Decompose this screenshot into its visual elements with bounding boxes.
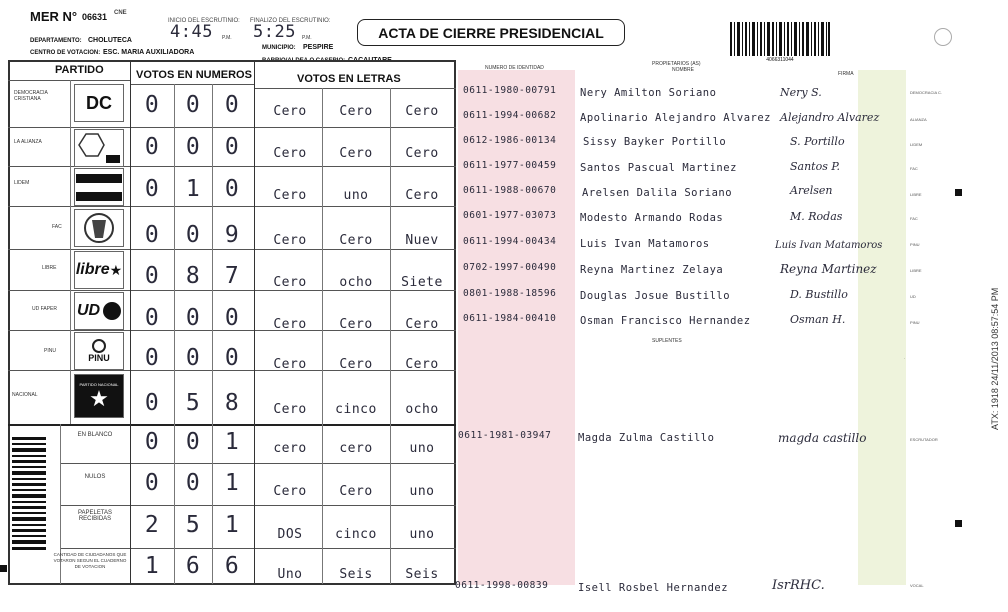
- papeletas-word-2: cinco: [335, 527, 377, 542]
- official-signature: D. Bustillo: [790, 288, 848, 301]
- lidem-digit-1: 0: [144, 176, 160, 202]
- centro-label: CENTRO DE VOTACION:: [30, 50, 101, 56]
- suplente-marker: ESCRUTADOR: [910, 437, 938, 442]
- nacional-digit-2: 5: [185, 390, 201, 416]
- head-nombre: NOMBRE: [672, 67, 694, 73]
- official-marker: FAC: [910, 166, 918, 171]
- ciudadanos-word-3: Seis: [405, 567, 439, 582]
- lidem-digit-2: 1: [185, 176, 201, 202]
- official-marker: FAC: [910, 216, 918, 221]
- nacional-word-2: cinco: [335, 402, 377, 417]
- party-name-libre: LIBRE: [42, 265, 57, 271]
- label-papeletas: PAPELETAS RECIBIDAS: [77, 510, 113, 522]
- ud-digit-3: 0: [224, 305, 240, 331]
- suplente-id: 0611-1981-03947: [458, 430, 552, 441]
- papeletas-word-3: uno: [409, 527, 435, 542]
- suplente-marker: VOCAL: [910, 583, 924, 588]
- official-id: 0611-1977-00459: [463, 160, 557, 171]
- mer-number: 06631: [82, 12, 108, 22]
- blanco-word-1: cero: [273, 441, 307, 456]
- barrio-label: BARRIO/ALDEA O CASERIO:: [262, 58, 346, 64]
- party-name-pinu: PINU: [44, 348, 56, 354]
- nacional-word-1: Cero: [273, 402, 307, 417]
- ud-logo: UD: [74, 292, 124, 330]
- libre-word-2: ocho: [339, 275, 373, 290]
- lidem-word-2: uno: [343, 188, 369, 203]
- mer-label: MER N°: [30, 9, 78, 24]
- official-id: 0801-1988-18596: [463, 288, 557, 299]
- identity-column: [458, 70, 575, 585]
- alianza-digit-1: 0: [144, 134, 160, 160]
- official-marker: ALIANZA: [910, 117, 927, 122]
- official-id: 0702-1997-00490: [463, 262, 557, 273]
- official-name: Modesto Armando Rodas: [580, 212, 724, 224]
- papeletas-digit-3: 1: [224, 512, 240, 538]
- nulos-word-1: Cero: [273, 484, 307, 499]
- libre-word-1: Cero: [273, 275, 307, 290]
- suplente-name: Magda Zulma Castillo: [578, 432, 715, 444]
- nacional-word-3: ocho: [405, 402, 439, 417]
- pinu-logo: PINU: [74, 332, 124, 370]
- blanco-digit-1: 0: [144, 429, 160, 455]
- libre-logo: libre ★: [74, 251, 124, 289]
- party-name-dc: DEMOCRACIA CRISTIANA: [14, 90, 48, 102]
- departamento-value: CHOLUTECA: [88, 37, 132, 44]
- ciudadanos-digit-3: 6: [224, 553, 240, 579]
- ciudadanos-digit-2: 6: [185, 553, 201, 579]
- ud-digit-2: 0: [185, 305, 201, 331]
- official-signature: Arelsen: [790, 184, 833, 197]
- fac-digit-1: 0: [144, 222, 160, 248]
- inicio-label: INICIO DEL ESCRUTINIO:: [168, 18, 240, 24]
- dc-digit-3: 0: [224, 92, 240, 118]
- lidem-digit-3: 0: [224, 176, 240, 202]
- official-id: 0611-1988-00670: [463, 185, 557, 196]
- official-name: Apolinario Alejandro Alvarez: [580, 112, 772, 124]
- page-title: ACTA DE CIERRE PRESIDENCIAL: [357, 19, 625, 46]
- alianza-digit-2: 0: [185, 134, 201, 160]
- official-marker: LIBRE: [910, 268, 922, 273]
- fac-word-2: Cero: [339, 233, 373, 248]
- official-id: 0611-1994-00682: [463, 110, 557, 121]
- official-name: Sissy Bayker Portillo: [583, 136, 727, 148]
- municipio-label: MUNICIPIO:: [262, 45, 296, 51]
- blanco-word-3: uno: [409, 441, 435, 456]
- final-suffix: P.M.: [302, 35, 312, 41]
- pinu-digit-1: 0: [144, 345, 160, 371]
- final-label: FINALIZO DEL ESCRUTINIO:: [250, 18, 331, 24]
- papeletas-word-1: DOS: [277, 527, 303, 542]
- head-propietarios: PROPIETARIOS (AS): [652, 61, 701, 67]
- official-signature: Santos P.: [790, 160, 841, 173]
- dc-word-3: Cero: [405, 104, 439, 119]
- head-identidad: NUMERO DE IDENTIDAD: [485, 65, 544, 71]
- fac-logo: [74, 209, 124, 247]
- lidem-word-3: Cero: [405, 188, 439, 203]
- pinu-word-1: Cero: [273, 357, 307, 372]
- scan-stamp: ATX: 1918 24/11/2013 08:57:54 PM: [990, 287, 1000, 430]
- official-id: 0611-1984-00410: [463, 313, 557, 324]
- official-marker: LIDEM: [910, 142, 923, 147]
- fac-word-3: Nuev: [405, 233, 439, 248]
- official-marker: UD: [910, 294, 916, 299]
- alianza-word-3: Cero: [405, 146, 439, 161]
- nacional-digit-1: 0: [144, 390, 160, 416]
- papeletas-digit-1: 2: [144, 512, 160, 538]
- official-name: Santos Pascual Martinez: [580, 162, 737, 174]
- official-name: Douglas Josue Bustillo: [580, 290, 731, 302]
- official-id: 0611-1994-00434: [463, 236, 557, 247]
- alignment-mark: [0, 565, 7, 572]
- centro-value: ESC. MARIA AUXILIADORA: [103, 49, 195, 56]
- official-id: 0612-1986-00134: [463, 135, 557, 146]
- suplentes-label: SUPLENTES: [652, 338, 682, 344]
- nulos-digit-3: 1: [224, 470, 240, 496]
- official-marker: DEMOCRACIA C.: [910, 90, 943, 95]
- blanco-digit-3: 1: [224, 429, 240, 455]
- header-votos-numeros: VOTOS EN NUMEROS: [136, 69, 252, 81]
- libre-word-3: Siete: [401, 275, 443, 290]
- pinu-word-2: Cero: [339, 357, 373, 372]
- official-name: Luis Ivan Matamoros: [580, 238, 710, 250]
- party-name-alianza: LA ALIANZA: [14, 139, 42, 145]
- suplente-signature: IsrRHC.: [772, 578, 825, 593]
- nulos-word-3: uno: [409, 484, 435, 499]
- pinu-digit-2: 0: [185, 345, 201, 371]
- ud-word-3: Cero: [405, 317, 439, 332]
- alianza-digit-3: 0: [224, 134, 240, 160]
- fac-word-1: Cero: [273, 233, 307, 248]
- official-signature: Alejandro Alvarez: [780, 111, 880, 124]
- nulos-digit-1: 0: [144, 470, 160, 496]
- side-barcode: [12, 437, 46, 553]
- official-signature: Reyna Martinez: [780, 262, 877, 276]
- libre-digit-1: 0: [144, 263, 160, 289]
- blanco-word-2: cero: [339, 441, 373, 456]
- party-name-ud: UD FAPER: [32, 306, 58, 312]
- dc-digit-2: 0: [185, 92, 201, 118]
- departamento-label: DEPARTAMENTO:: [30, 38, 82, 44]
- party-name-lidem: LIDEM: [14, 180, 30, 186]
- punch-hole: [934, 28, 952, 46]
- ud-word-1: Cero: [273, 317, 307, 332]
- ciudadanos-word-2: Seis: [339, 567, 373, 582]
- official-id: 0611-1980-00791: [463, 85, 557, 96]
- barcode-top: [730, 22, 830, 56]
- pinu-word-3: Cero: [405, 357, 439, 372]
- label-en-blanco: EN BLANCO: [77, 432, 113, 438]
- alignment-mark: [955, 189, 962, 196]
- fac-digit-2: 0: [185, 222, 201, 248]
- nacional-logo: PARTIDO NACIONAL ★: [74, 374, 124, 418]
- inicio-suffix: P.M.: [222, 35, 232, 41]
- signature-column: [858, 70, 906, 585]
- official-marker: PINU: [910, 320, 920, 325]
- barrio-value: CACAUTARE: [348, 57, 392, 64]
- pinu-digit-3: 0: [224, 345, 240, 371]
- fac-digit-3: 9: [224, 222, 240, 248]
- official-name: Osman Francisco Hernandez: [580, 315, 751, 327]
- header-votos-letras: VOTOS EN LETRAS: [297, 73, 401, 85]
- label-ciudadanos: CANTIDAD DE CIUDADANOS QUE VOTARON SEGUN EL CUADERNO DE VOTACION: [53, 552, 127, 569]
- nacional-digit-3: 8: [224, 390, 240, 416]
- suplente-signature: magda castillo: [778, 431, 867, 445]
- official-marker: LIBRE: [910, 192, 922, 197]
- ciudadanos-digit-1: 1: [144, 553, 160, 579]
- final-time: 5:25: [253, 22, 296, 42]
- dc-word-1: Cero: [273, 104, 307, 119]
- official-signature: Nery S.: [780, 86, 822, 99]
- ud-word-2: Cero: [339, 317, 373, 332]
- party-name-nacional: NACIONAL: [12, 392, 38, 398]
- party-name-fac: FAC: [52, 224, 62, 230]
- lidem-word-1: Cero: [273, 188, 307, 203]
- ud-digit-1: 0: [144, 305, 160, 331]
- head-firma: FIRMA: [838, 71, 854, 77]
- official-signature: M. Rodas: [790, 210, 843, 223]
- official-signature: Osman H.: [790, 313, 846, 326]
- municipio-value: PESPIRE: [303, 44, 334, 51]
- ciudadanos-word-1: Uno: [277, 567, 303, 582]
- dc-word-2: Cero: [339, 104, 373, 119]
- cne-logo: CNE: [114, 10, 127, 16]
- official-id: 0601-1977-03073: [463, 210, 557, 221]
- official-name: Nery Amilton Soriano: [580, 87, 717, 99]
- label-nulos: NULOS: [84, 474, 106, 480]
- nulos-digit-2: 0: [185, 470, 201, 496]
- official-name: Reyna Martinez Zelaya: [580, 264, 724, 276]
- barcode-number: 4066311044: [766, 57, 794, 63]
- dc-logo: DC: [74, 84, 124, 122]
- official-marker: PINU: [910, 242, 920, 247]
- blanco-digit-2: 0: [185, 429, 201, 455]
- official-signature: Luis Ivan Matamoros: [775, 240, 883, 251]
- nulos-word-2: Cero: [339, 484, 373, 499]
- inicio-time: 4:45: [170, 22, 213, 42]
- alignment-mark: [955, 520, 962, 527]
- lidem-logo: [74, 168, 124, 206]
- papeletas-digit-2: 5: [185, 512, 201, 538]
- suplente-name: Isell Rosbel Hernandez: [578, 582, 729, 594]
- dc-digit-1: 0: [144, 92, 160, 118]
- libre-digit-3: 7: [224, 263, 240, 289]
- header-partido: PARTIDO: [55, 64, 104, 76]
- official-signature: S. Portillo: [790, 135, 845, 148]
- alianza-logo: [74, 129, 124, 167]
- alianza-word-2: Cero: [339, 146, 373, 161]
- row-marker-blank: ·: [904, 356, 906, 361]
- libre-digit-2: 8: [185, 263, 201, 289]
- official-name: Arelsen Dalila Soriano: [582, 187, 733, 199]
- alianza-word-1: Cero: [273, 146, 307, 161]
- suplente-id: 0611-1998-00839: [455, 580, 549, 591]
